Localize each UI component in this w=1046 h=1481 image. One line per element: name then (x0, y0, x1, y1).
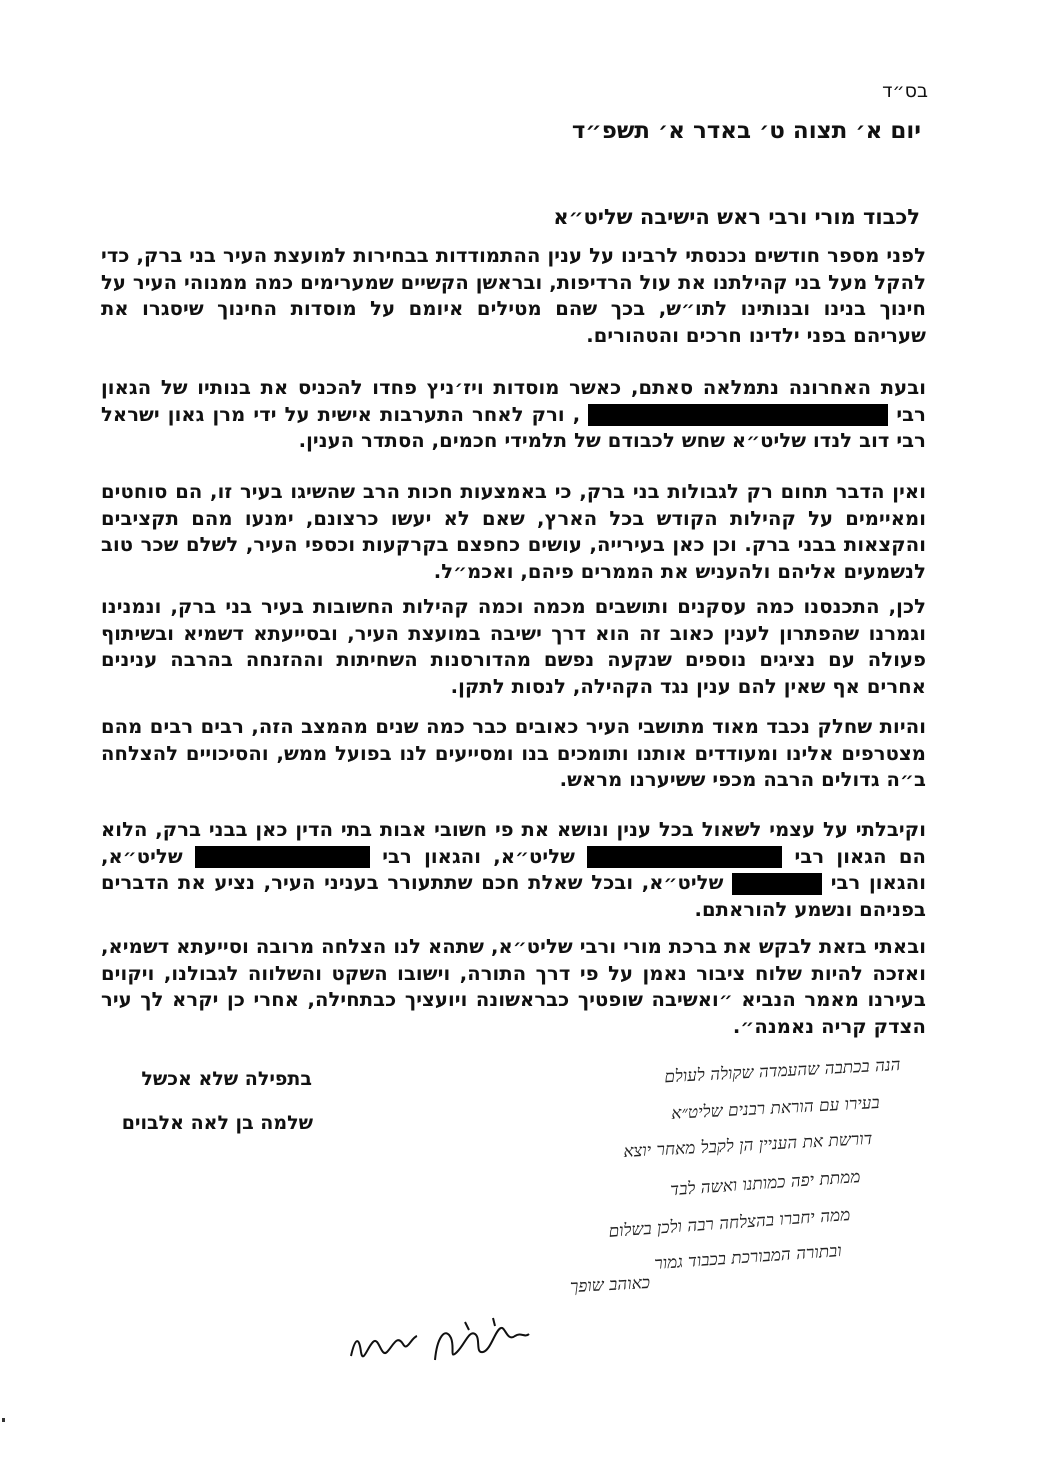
sender-name: שלמה בן לאה אלבוים (121, 1112, 313, 1134)
redacted-name (587, 846, 782, 868)
scan-speck (2, 1418, 5, 1422)
closing-blessing: בתפילה שלא אכשל (141, 1068, 312, 1090)
paragraph-3: ואין הדבר תחום רק לגבולות בני ברק, כי באמצעות חכות הרב שהשיגו בעיר זו, הם סוחטים ומאיימים על קהילות הקודש בכל הארץ, שאם לא יעשו כרצונם, ימנעו מהם תקציבים והקצאות בבני ברק. וכן כאן בעירייה, עושים כחפצם בקרקעות וכספי העיר, לשלם שכר טוב לנשמעים אליהם ולהעניש את הממרים פיהם, ואכמ״ל. (101, 480, 926, 583)
handwritten-line: ובתורה המבורכת בכבוד גמור (654, 1241, 843, 1275)
handwritten-line: ממה יחברו בהצלחה רבה ולכן בשלום (607, 1205, 851, 1242)
handwritten-line: הנה בכתבה שהעמדה שקולה לעולם (663, 1055, 901, 1088)
redacted-name (195, 846, 370, 868)
paragraph-6-mid1: שליט״א, והגאון רבי (382, 844, 576, 868)
paragraph-7: ובאתי בזאת לבקש את ברכת מורי ורבי שליט״א, שתהא לנו הצלחה מרובה וסייעתא דשמיא, ואזכה להיות שלוח ציבור נאמן על פי דרך התורה, וישובו השקט והשלווה לגבולנו, ויקוים בעירנו מאמר הנביא ״ואשיבה שופטיך כבראשונה ויועציך כבתחילה, אחרי כן יקרא לך עיר הצדק קריה נאמנה״. (101, 935, 926, 1038)
letter-date: יום א׳ תצוה ט׳ באדר א׳ תשפ״ד (571, 118, 921, 144)
paragraph-6 (101, 817, 926, 923)
paragraph-4: לכן, התכנסנו כמה עסקנים ותושבים מכמה וכמה קהילות החשובות בעיר בני ברק, ונמנינו וגמרנו שהפתרון לענין כאוב זה הוא דרך ישיבה במועצת העיר, ובסייעתא דשמיא ובשיתוף פעולה עם נציגים נוספים שנקעה נפשם מהדורסנות השחיתות וההזנחה בהרבה ענינים אחרים אף שאין להם ענין נגד הקהילה, לנסות לתקן. (101, 595, 926, 698)
paragraph-6-end: שליט״א, ובכל שאלת חכם שתתעורר בעניני העיר, נציע את הדברים בפניהם ונשמע להוראתם. (101, 871, 926, 921)
paragraph-2 (101, 375, 926, 455)
handwritten-line: כאוהב שופך (569, 1273, 651, 1298)
redacted-name (732, 873, 822, 895)
redacted-name (588, 404, 888, 426)
paragraph-1: לפני מספר חודשים נכנסתי לרבינו על ענין ההתמודדות בבחירות למועצת העיר בני ברק, כדי להקל מעל בני קהילתנו את עול הרדיפות, ובראשן הקשיים שמערימים כמה ממנוהי העיר על חינוך בנינו ובנותינו לתו״ש, בכך שהם מטילים איומם על מוסדות החינוך שיסגרו את שעריהם בפני ילדינו חרכים והטהורים. (101, 244, 926, 347)
paragraph-6-start: וקיבלתי על עצמי לשאול בכל ענין ונושא את פי חשובי אבות בתי הדין כאן בבני ברק, הלוא הם הגאון רבי (101, 818, 927, 868)
signature-scribble (345, 1308, 535, 1378)
handwritten-line: ממתת יפה כמותנו ואשה לבד (669, 1167, 861, 1201)
handwritten-line: דורשת את העניין הן לקבל מאחר יוצא (622, 1129, 873, 1163)
paragraph-6-mid2: שליט״א, והגאון רבי (101, 844, 926, 894)
addressee: לכבוד מורי ורבי ראש הישיבה שליט״א (553, 205, 920, 229)
paragraph-2-end: , ורק לאחר התערבות אישית על ידי מרן גאון ישראל רבי דוב לנדו שליט״א שחש לכבודם של תלמידי חכמים, הסתדר הענין. (101, 402, 926, 452)
bsd-header: בס״ד (882, 80, 928, 102)
handwritten-line: בעירו עם הוראת רבנים שליט״א (671, 1093, 881, 1124)
paragraph-2-start: ובעת האחרונה נתמלאה סאתם, כאשר מוסדות ויז׳ניץ פחדו להכניס את בנותיו של הגאון רבי (101, 376, 926, 426)
paragraph-5: והיות שחלק נכבד מאוד מתושבי העיר כאובים כבר כמה שנים מהמצב הזה, רבים רבים מהם מצטרפים אלינו ומעודדים אותנו ותומכים בנו ומסייעים לנו בפועל ממש, והסיכויים להצלחה ב״ה גדולים הרבה מכפי ששיערנו מראש. (101, 715, 926, 791)
